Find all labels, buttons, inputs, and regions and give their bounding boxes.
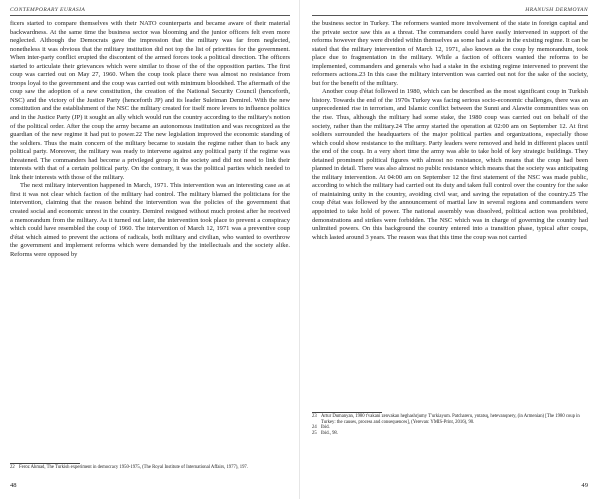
footnote-text: Ibid.	[321, 425, 330, 431]
paragraph: the business sector in Turkey. The reformers wanted more involvement of the state in foreign capital and the private sector saw this as a threat. The commanders could have easily intervened in support of the reforms however they were divided within themselves as some had a stake in the existing regime. It can be stated that the military intervention of March 12, 1971, also known as the coup by memorandum, took place due to fragmentation in the military. While a faction of officers wanted the reforms to be implemented, commanders and generals who had a stake in the existing regime intervened to prevent the reformers actions.23 In this case the military intervention was carried out not for the sake of the society, but for the benefit of the military.	[312, 20, 588, 87]
footnote-text: Artur Dumanyan, 1980 t'vakani zenvakan heghashrjumy T'urkiayum. Patchareru, yntatsq, hetevanqnery, (in Armenian) [The 1980 coup in Turkey: the causes, process and consequences], (Yerevan: YMIS-Print, 2016), 90.	[321, 414, 580, 425]
paragraph: ficers started to compare themselves with their NATO counterparts and became aware of their material backwardness. At the same time the business sector was blooming and the junior officers felt even more neglected. Although the Democrats gave the impression that the military was far from neglected, nonetheless it was obvious that the military institution did not top the list of priorities for the government. When inter-party conflict erupted the discontent of the armed forces took a political direction. The officers started to articulate their grievances which were similar to those of the of the opposition parties. The first coup was carried out on May 27, 1960. When the coup took place there was almost no resistance from troops loyal to the government and the coup was carried out with minimum bloodshed. The aftermath of the coup saw the adoption of a new constitution, the creation of the National Security Council (henceforth, NSC) and the victory of the Justice Party (henceforth JP) and its leader Suleiman Demirel. With the new constitution and the establishment of the NSC the military created for itself more levers to influence politics and in the Justice Party (JP) it sought an ally which would run the country according to the military's notion of the political order. After the coup the army became an autonomous institution and was recognized as the guardian of the new regime it had put to power.22 The new legislation improved the economic standing of the soldiers. Thus the main concern of the military became to sustain the regime rather than to back any political party. Moreover, the military was ready to intervene against any political party if the regime was threatened. The commanders had become a privileged group in the society and did not need to link their interests with that of a certain political party. On the contrary, it was the political parties which needed to link their interests with those of the military.	[10, 20, 290, 181]
footnote	[312, 414, 588, 425]
footnote-text: Feroz Ahmad, The Turkish experiment in democracy 1950-1975, (The Royal Institute of International Affairs, 1977), 197.	[19, 465, 248, 470]
footnote	[10, 465, 290, 471]
page-number: 49	[581, 482, 588, 489]
paragraph: The next military intervention happened in March, 1971. This intervention was an interesting case as at first it was not clear which faction of the military had control. The military blamed the politicians for the intervention, claiming that the reason behind the intervention was the policies of the government that created social and economic unrest in the country. Demirel resigned without much protest after he received a memorandum from the military. As it turned out later, the intervention took place to prevent a conspiracy which could have resembled the coup of 1960. The intervention of March 12, 1971 was a preventive coup d'état which aimed to prevent the actions of radicals, both military and civilian, who wanted to overthrow the government and implement reforms which were demanded by the intellectuals and the society alike. Reforms were opposed by	[10, 182, 290, 258]
footnotes	[10, 465, 290, 471]
footnote-number: 23	[312, 414, 317, 419]
paragraph: Another coup d'état followed in 1980, which can be described as the most significant coup in Turkish history. Towards the end of the 1970s Turkey was facing serious socio-economic challenges, there was an unprecedented rise in terrorism, and Islamic conflict between the Sunni and Alawite communities was on the rise. Thus, although the military had some stake, the 1980 coup was carried out on behalf of the society, rather than the military.24 The army started the operation at 02:00 am on September 12. At first soldiers surrounded the headquarters of the major political parties and organizations, especially those which could show resistance to the military. Party leaders were removed and held in different places until the end of the coup. In a very short time the army was able to take hold of key strategic buildings. They detained prominent political figures with almost no resistance, which means that the coup had been planned in detail. There was also almost no public resistance which means that the society was anticipating the military intervention. At 04:00 am on September 12 the first statement of the NSC was made public, according to which the military had carried out its duty and taken full control over the country for the sake of maintaining unity in the country, avoiding civil war, and saving the reputation of the country.25 The coup d'état was followed by the announcement of martial law in several regions and commanders were appointed to take hold of power. The national assembly was dissolved, political action was prohibited, demonstrations and strikes were forbidden. The NSC which was in charge of governing the country had unlimited powers. On this background the country entered into a transition phase, typical after coups, which lasted around 3 years. The reason was that this time the coup was not carried	[312, 88, 588, 241]
footnote-number: 25	[312, 430, 317, 436]
body-text	[10, 20, 290, 259]
footnote-number: 24	[312, 425, 317, 431]
body-text	[312, 20, 588, 242]
footnotes	[312, 414, 588, 436]
header-rule	[312, 15, 588, 16]
footnote-rule	[10, 463, 80, 464]
footnote-number: 22	[10, 465, 15, 470]
page-number: 48	[10, 482, 17, 489]
running-head: HRANUSH DERMOYAN	[525, 7, 588, 13]
footnote-rule	[312, 412, 382, 413]
running-head: CONTEMPORARY EURASIA	[10, 7, 86, 13]
footnote	[312, 431, 588, 437]
header-rule	[10, 15, 290, 16]
right-page	[300, 0, 600, 499]
footnote-text: Ibid., 98.	[321, 430, 338, 436]
